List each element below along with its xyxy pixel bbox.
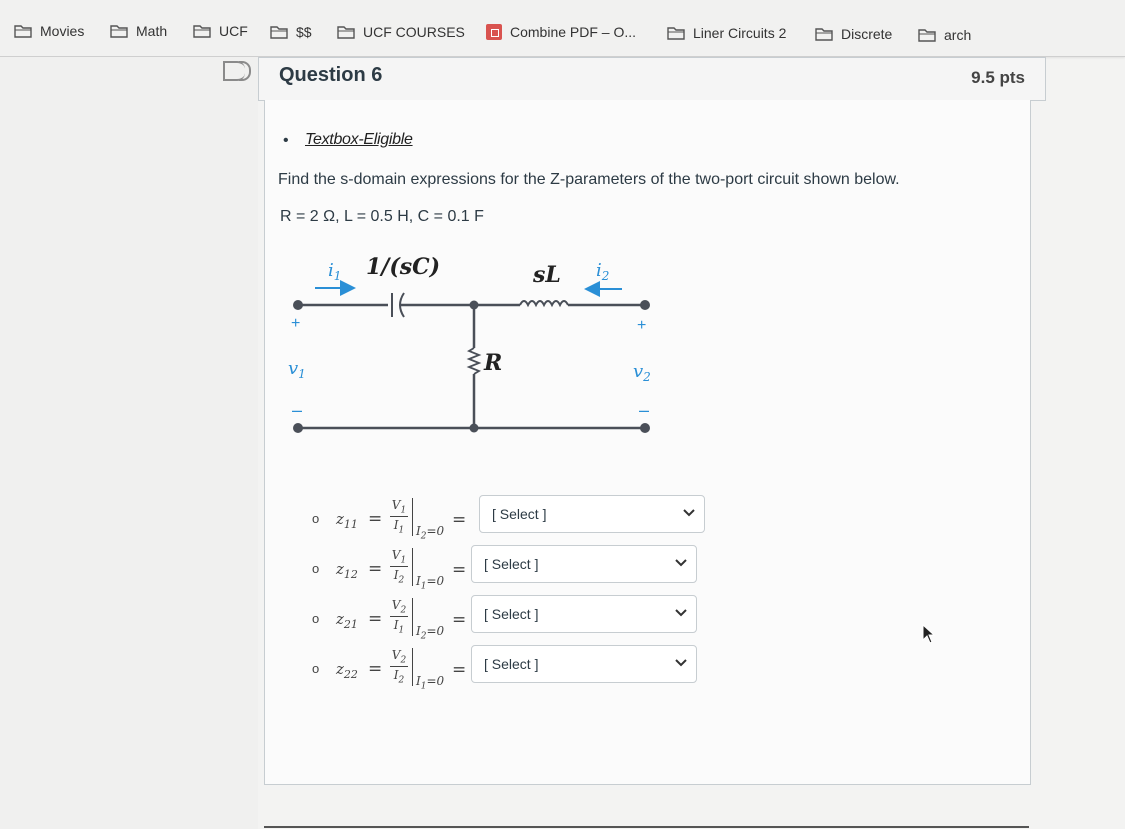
bookmarks-bar: [0, 0, 1125, 57]
z11-select[interactable]: [ Select ]: [479, 495, 705, 533]
bookmark-discrete[interactable]: [815, 23, 892, 45]
inductor: [520, 301, 568, 305]
junction-node: [470, 301, 479, 310]
z-name: $z_{21}$: [336, 610, 358, 631]
bookmark-label: Discrete: [841, 26, 893, 42]
folder-icon: [270, 25, 288, 39]
label-resistor: R: [484, 350, 503, 376]
bookmark-label: Movies: [40, 23, 85, 39]
bookmark-money[interactable]: [270, 21, 312, 43]
folder-icon: [14, 24, 32, 38]
bookmark-arch[interactable]: [918, 24, 971, 46]
bullet-icon: •: [283, 132, 289, 149]
terminal-node: [640, 423, 650, 433]
label-v1: $v_1$: [288, 358, 306, 381]
label-i1: $i_1$: [328, 260, 342, 283]
condition: $I_1=0$: [416, 674, 445, 692]
bullet-circle-icon: o: [312, 661, 320, 676]
fraction: $\frac{V_1}{I_2}$: [391, 548, 407, 586]
label-v2-minus: –: [639, 400, 650, 420]
terminal-node: [293, 423, 303, 433]
folder-icon: [667, 26, 685, 40]
bookmark-label: UCF: [219, 23, 248, 39]
z22-equation: o $z_{22}$ = $\frac{V_2}{I_2}$ $I_1=0$ =: [312, 648, 467, 692]
question-points: 9.5 pts: [971, 68, 1025, 87]
label-i2: $i_2$: [596, 260, 610, 283]
bookmark-label: $$: [296, 24, 312, 40]
junction-node: [470, 424, 479, 433]
folder-icon: [918, 28, 936, 42]
label-v2: $v_2$: [633, 361, 651, 384]
z12-select[interactable]: [ Select ]: [471, 545, 697, 583]
bookmark-label: Math: [136, 23, 168, 39]
bullet-circle-icon: o: [312, 561, 320, 576]
bookmark-math[interactable]: [110, 20, 167, 42]
label-inductor: sL: [533, 262, 561, 288]
circuit-diagram: [280, 240, 670, 440]
bookmark-movies[interactable]: [14, 20, 84, 42]
folder-icon: [337, 25, 355, 39]
terminal-node: [640, 300, 650, 310]
label-capacitor: 1/(sC): [366, 254, 441, 280]
bookmark-combine-pdf[interactable]: [486, 21, 636, 43]
bookmark-ucf-courses[interactable]: [337, 21, 465, 43]
chevron-down-icon: [674, 608, 688, 618]
z21-equation: o $z_{21}$ = $\frac{V_2}{I_1}$ $I_2=0$ =: [312, 598, 467, 642]
flag-question-icon[interactable]: [223, 61, 245, 81]
bullet-circle-icon: o: [312, 611, 320, 626]
z-name: $z_{12}$: [336, 560, 358, 581]
fraction: $\frac{V_1}{I_1}$: [391, 498, 407, 536]
chevron-down-icon: [674, 558, 688, 568]
z22-select[interactable]: [ Select ]: [471, 645, 697, 683]
z-name: $z_{22}$: [336, 660, 358, 681]
bookmark-label: Combine PDF – O...: [510, 24, 637, 40]
mouse-cursor-icon: [922, 624, 936, 644]
folder-icon: [815, 27, 833, 41]
label-v1-plus: +: [291, 315, 301, 332]
pdf-icon: [486, 24, 502, 40]
chevron-down-icon: [674, 658, 688, 668]
bookmark-label: Liner Circuits 2: [693, 25, 787, 41]
divider: [264, 826, 1029, 828]
terminal-node: [293, 300, 303, 310]
chevron-down-icon: [682, 508, 696, 518]
question-title: Question 6: [279, 64, 383, 86]
left-column: [0, 57, 258, 829]
fraction: $\frac{V_2}{I_1}$: [391, 598, 407, 636]
z21-select[interactable]: [ Select ]: [471, 595, 697, 633]
folder-icon: [110, 24, 128, 38]
label-v1-minus: –: [292, 400, 303, 420]
z11-equation: o $z_{11}$ = $\frac{V_1}{I_1}$ $I_2=0$ =: [312, 498, 467, 542]
bullet-circle-icon: o: [312, 511, 320, 526]
fraction: $\frac{V_2}{I_2}$: [391, 648, 407, 686]
bookmark-ucf[interactable]: [193, 20, 248, 42]
textbox-eligible-link[interactable]: Textbox-Eligible: [305, 131, 413, 148]
bookmark-liner-circuits[interactable]: [667, 22, 786, 44]
condition: $I_2=0$: [416, 624, 445, 642]
folder-icon: [193, 24, 211, 38]
condition: $I_2=0$: [416, 524, 445, 542]
question-prompt: Find the s-domain expressions for the Z-parameters of the two-port circuit shown below.: [278, 171, 900, 188]
condition: $I_1=0$: [416, 574, 445, 592]
component-values: R = 2 Ω, L = 0.5 H, C = 0.1 F: [280, 208, 484, 225]
z12-equation: o $z_{12}$ = $\frac{V_1}{I_2}$ $I_1=0$ =: [312, 548, 467, 592]
z-name: $z_{11}$: [336, 510, 358, 531]
label-v2-plus: +: [637, 317, 647, 334]
resistor: [469, 348, 479, 374]
bookmark-label: arch: [944, 27, 972, 43]
bookmark-label: UCF COURSES: [363, 24, 465, 40]
question-header: [258, 57, 1046, 101]
